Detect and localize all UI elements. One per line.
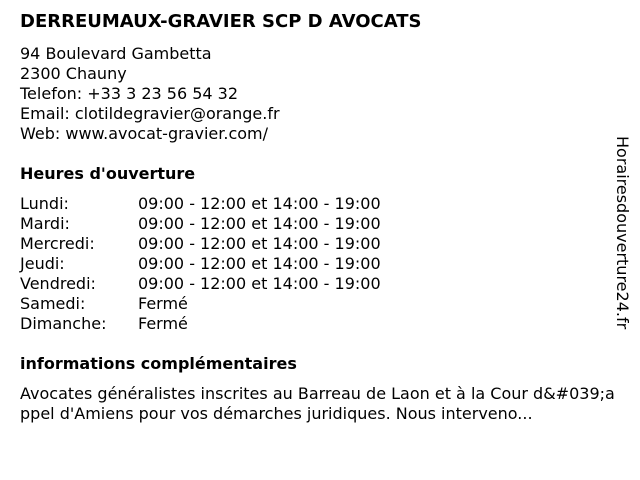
day-label: Mardi:: [20, 214, 70, 233]
day-label: Dimanche:: [20, 314, 107, 333]
address-street: 94 Boulevard Gambetta: [20, 44, 212, 63]
web-text: Web: www.avocat-gravier.com/: [20, 124, 268, 143]
address-city: 2300 Chauny: [20, 64, 127, 83]
site-watermark: [612, 136, 632, 346]
day-hours: 09:00 - 12:00 et 14:00 - 19:00: [138, 194, 381, 213]
business-name: DERREUMAUX-GRAVIER SCP D AVOCATS: [20, 11, 422, 32]
additional-info-text: Avocates généralistes inscrites au Barreau de Laon et à la Cour d&#039;appel d'Amiens pour vos démarches juridiques. Nous interveno...: [20, 384, 615, 423]
watermark-text: Horairesdouverture24.fr: [613, 136, 632, 330]
day-label: Jeudi:: [20, 254, 65, 273]
opening-hours-heading: Heures d'ouverture: [20, 164, 196, 183]
additional-info-heading: informations complémentaires: [20, 354, 297, 373]
day-hours: 09:00 - 12:00 et 14:00 - 19:00: [138, 254, 381, 273]
day-hours: 09:00 - 12:00 et 14:00 - 19:00: [138, 274, 381, 293]
day-hours: 09:00 - 12:00 et 14:00 - 19:00: [138, 234, 381, 253]
day-label: Samedi:: [20, 294, 86, 313]
contact-block: [20, 44, 280, 144]
email-text: Email: clotildegravier@orange.fr: [20, 104, 280, 123]
day-hours: Fermé: [138, 314, 188, 333]
phone-text: Telefon: +33 3 23 56 54 32: [20, 84, 239, 103]
day-label: Vendredi:: [20, 274, 96, 293]
day-label: Mercredi:: [20, 234, 95, 253]
day-hours: Fermé: [138, 294, 188, 313]
day-hours: 09:00 - 12:00 et 14:00 - 19:00: [138, 214, 381, 233]
day-label: Lundi:: [20, 194, 69, 213]
